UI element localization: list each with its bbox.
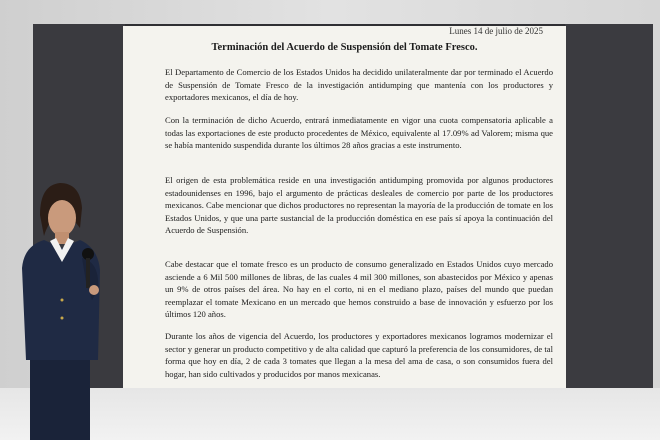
document-paragraph: El origen de esta problemática reside en una investigación antidumping promovida por algunos productores estadounidenses en 1996, bajo el argumento de prácticas desleales de comercio por parte de los productores mexicanos. Cabe mencionar que dichos productores no representan la mayoría de la producción de tomate en los Estados Unidos, y que una parte sustancial de la producción doméstica en ese país sí apoya la continuación del Acuerdo de Suspensión. — [165, 175, 553, 235]
document-paragraph: El Departamento de Comercio de los Estados Unidos ha decidido unilateralmente dar por terminado el Acuerdo de Suspensión de Tomate Fresco de la investigación antidumping que mantenía con los productores y exportadores mexicanos, el día de hoy. — [165, 67, 553, 102]
document-title: Terminación del Acuerdo de Suspensión del Tomate Fresco. — [211, 42, 478, 53]
document-date: Lunes 14 de julio de 2025 — [449, 26, 543, 36]
speaker-face — [48, 200, 76, 236]
document-paragraph: Con la terminación de dicho Acuerdo, entrará inmediatamente en vigor una cuota compensatoria aplicable a todas las exportaciones de este producto procedentes de México, equivalente al 17.09% ad Valorem; misma que se había mantenido suspendida durante los últimos 28 años gracias a este instrumento. — [165, 115, 553, 150]
speaker-legs — [30, 360, 90, 440]
document-paragraph: Durante los años de vigencia del Acuerdo, los productores y exportadores mexicanos logramos modernizar el sector y generar un producto competitivo y de alta calidad que capturó la preferencia de los consumidores, de tal forma que hoy en día, 2 de cada 3 tomates que llegan a la mesa del ama de casa, o son consumidos fuera del hogar, han sido cultivados y producidos por manos mexicanas. — [165, 331, 553, 379]
document-paragraph: Cabe destacar que el tomate fresco es un producto de consumo generalizado en Estados Unidos cuyo mercado asciende a 6 Mil 500 millones de libras, de las cuales 4 mil 300 millones, son abastecidos por México y apenas un 9% de otros países del área. No hay en el corto, ni en el mediano plazo, países del mundo que puedan reemplazar el tomate Mexicano en un mercado que hemos construido a base de innovación y esfuerzo por los últimos 120 años. — [165, 259, 553, 319]
